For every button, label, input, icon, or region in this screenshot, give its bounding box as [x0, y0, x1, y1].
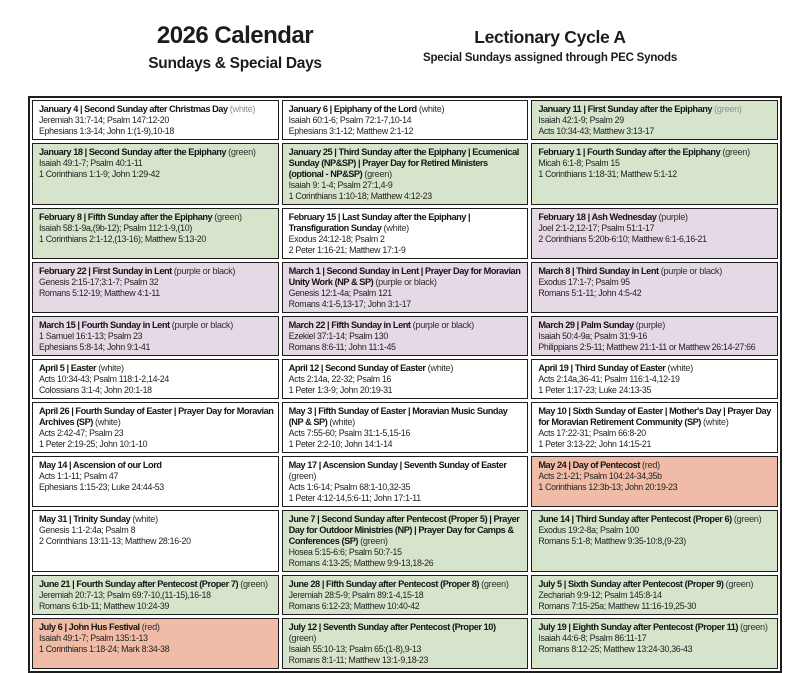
calendar-cell	[531, 143, 778, 205]
reading-line: Ephesians 1:3-14; John 1:(1-9),10-18	[39, 125, 174, 136]
reading-line: Isaiah 44:6-8; Psalm 86:11-17	[538, 633, 647, 643]
day-title: April 26 | Fourth Sunday of Easter | Prayer Day for Moravian Archives (SP) (white)	[39, 406, 274, 427]
liturgical-color-label: (green)	[725, 579, 754, 589]
calendar-cell	[282, 575, 529, 615]
day-title: February 1 | Fourth Sunday after the Epiphany (green)	[538, 147, 750, 157]
reading-line: Micah 6:1-8; Psalm 15	[538, 158, 620, 168]
page-header-left	[85, 22, 385, 73]
day-title: January 25 | Third Sunday after the Epiphany | Ecumenical Sunday (NP&SP) | Prayer Day for Retired Ministers (optional - NP&SP) (green)	[288, 147, 519, 179]
reading-line: Acts 2:1-21; Psalm 104:24-34,35b	[538, 471, 662, 481]
day-title: May 31 | Trinity Sunday (white)	[39, 514, 158, 524]
day-title: February 22 | First Sunday in Lent (purple or black)	[39, 266, 236, 276]
reading-line: Isaiah 42:1-9; Psalm 29	[538, 115, 624, 125]
reading-line: Isaiah 58:1-9a,(9b-12); Psalm 112:1-9,(10)	[39, 223, 192, 233]
day-title: January 6 | Epiphany of the Lord (white)	[288, 104, 445, 114]
reading-line: Jeremiah 28:5-9; Psalm 89:1-4,15-18	[288, 590, 424, 600]
liturgical-color-label: (purple)	[658, 212, 688, 222]
reading-line: Jeremiah 31:7-14; Psalm 147:12-20	[39, 115, 169, 125]
day-title: May 24 | Day of Pentecost (red)	[538, 460, 660, 470]
reading-line: Romans 8:12-25; Matthew 13:24-30,36-43	[538, 643, 693, 654]
liturgical-color-label: (white)	[329, 417, 355, 427]
day-title: March 22 | Fifth Sunday in Lent (purple or black)	[288, 320, 474, 330]
reading-line: 1 Corinthians 2:1-12,(13-16); Matthew 5:13-20	[39, 233, 206, 244]
day-title: February 18 | Ash Wednesday (purple)	[538, 212, 688, 222]
reading-line: Philippians 2:5-11; Matthew 21:1-11 or Matthew 26:14-27:66	[538, 341, 756, 352]
reading-line: Romans 5:1-11; John 4:5-42	[538, 287, 642, 298]
reading-line: Acts 10:34-43; Psalm 118:1-2,14-24	[39, 374, 169, 384]
reading-line: Zechariah 9:9-12; Psalm 145:8-14	[538, 590, 662, 600]
reading-line: 2 Corinthians 13:11-13; Matthew 28:16-20	[39, 535, 191, 546]
reading-line: Exodus 24:12-18; Psalm 2	[288, 234, 385, 244]
reading-line: Romans 5:1-8; Matthew 9:35-10:8,(9-23)	[538, 535, 686, 546]
calendar-cell	[32, 143, 279, 205]
day-title: July 6 | John Hus Festival (red)	[39, 622, 160, 632]
page-subtitle: Sundays & Special Days	[148, 55, 322, 72]
reading-line: Romans 6:12-23; Matthew 10:40-42	[288, 600, 420, 611]
reading-line: Colossians 3:1-4; John 20:1-18	[39, 384, 152, 395]
reading-line: 1 Peter 2:2-10; John 14:1-14	[288, 438, 393, 449]
calendar-cell	[282, 402, 529, 453]
liturgical-color-label: (white)	[98, 363, 124, 373]
liturgical-color-label: (white)	[667, 363, 693, 373]
reading-line: Acts 1:6-14; Psalm 68:1-10,32-35	[288, 482, 411, 492]
calendar-cell	[32, 262, 279, 313]
calendar-cell	[531, 100, 778, 140]
calendar-cell	[32, 359, 279, 399]
liturgical-color-label: (white)	[418, 104, 445, 114]
reading-line: Romans 7:15-25a; Matthew 11:16-19,25-30	[538, 600, 697, 611]
reading-line: Isaiah 49:1-7; Psalm 135:1-13	[39, 633, 148, 643]
liturgical-color-label: (purple or black)	[660, 266, 722, 276]
calendar-cell	[531, 402, 778, 453]
day-title: June 28 | Fifth Sunday after Pentecost (Proper 8) (green)	[288, 579, 509, 589]
day-title: March 1 | Second Sunday in Lent | Prayer Day for Moravian Unity Work (NP & SP) (purple or black)	[288, 266, 521, 287]
calendar-cell	[32, 100, 279, 140]
reading-line: Isaiah 60:1-6; Psalm 72:1-7,10-14	[288, 115, 412, 125]
calendar-cell	[531, 359, 778, 399]
reading-line: Romans 4:1-5,13-17; John 3:1-17	[288, 298, 411, 309]
reading-line: Isaiah 9: 1-4; Psalm 27:1,4-9	[288, 180, 393, 190]
liturgical-color-label: (white)	[132, 514, 158, 524]
day-title: May 3 | Fifth Sunday of Easter | Moravian Music Sunday (NP & SP) (white)	[288, 406, 508, 427]
calendar-cell	[32, 510, 279, 572]
calendar-cell	[531, 456, 778, 507]
calendar-cell	[32, 316, 279, 356]
calendar-cell	[282, 208, 529, 259]
reading-line: Romans 5:12-19; Matthew 4:1-11	[39, 287, 160, 298]
reading-line: 1 Samuel 16:1-13; Psalm 23	[39, 331, 143, 341]
day-title: January 4 | Second Sunday after Christmas Day (white)	[39, 104, 256, 114]
liturgical-color-label: (purple or black)	[412, 320, 474, 330]
reading-line: Isaiah 50:4-9a; Psalm 31:9-16	[538, 331, 647, 341]
liturgical-color-label: (red)	[141, 622, 160, 632]
calendar-cell	[531, 316, 778, 356]
reading-line: Genesis 2:15-17;3:1-7; Psalm 32	[39, 277, 159, 287]
day-title: March 8 | Third Sunday in Lent (purple or black)	[538, 266, 722, 276]
reading-line: 1 Corinthians 12:3b-13; John 20:19-23	[538, 481, 678, 492]
reading-line: Acts 2:14a,36-41; Psalm 116:1-4,12-19	[538, 374, 680, 384]
lectionary-cycle-title: Lectionary Cycle A	[474, 27, 626, 47]
calendar-cell	[531, 262, 778, 313]
reading-line: Acts 17:22-31; Psalm 66:8-20	[538, 428, 646, 438]
liturgical-color-label: (green)	[228, 147, 256, 157]
reading-line: Ephesians 3:1-12; Matthew 2:1-12	[288, 125, 414, 136]
day-title: February 15 | Last Sunday after the Epiphany | Transfiguration Sunday (white)	[288, 212, 471, 233]
reading-line: Romans 6:1b-11; Matthew 10:24-39	[39, 600, 170, 611]
calendar-cell	[282, 100, 529, 140]
reading-line: Ezekiel 37:1-14; Psalm 130	[288, 331, 388, 341]
reading-line: Jeremiah 20:7-13; Psalm 69:7-10,(11-15),16-18	[39, 590, 211, 600]
reading-line: Acts 7:55-60; Psalm 31:1-5,15-16	[288, 428, 411, 438]
calendar-cell	[531, 510, 778, 572]
liturgical-color-label: (green)	[722, 147, 750, 157]
reading-line: 1 Peter 2:19-25; John 10:1-10	[39, 438, 148, 449]
reading-line: Acts 2:14a, 22-32; Psalm 16	[288, 374, 392, 384]
liturgical-color-label: (green)	[364, 169, 392, 179]
day-title: June 21 | Fourth Sunday after Pentecost (Proper 7) (green)	[39, 579, 268, 589]
day-title: January 11 | First Sunday after the Epiphany (green)	[538, 104, 742, 114]
liturgical-color-label: (green)	[714, 104, 742, 114]
reading-line: Exodus 17:1-7; Psalm 95	[538, 277, 630, 287]
day-title: February 8 | Fifth Sunday after the Epiphany (green)	[39, 212, 242, 222]
reading-line: Hosea 5:15-6:6; Psalm 50:7-15	[288, 547, 402, 557]
liturgical-color-label: (red)	[642, 460, 660, 470]
calendar-cell	[32, 575, 279, 615]
day-title: March 29 | Palm Sunday (purple)	[538, 320, 665, 330]
liturgical-color-label: (white)	[427, 363, 454, 373]
calendar-cell	[282, 262, 529, 313]
calendar-cell	[32, 402, 279, 453]
reading-line: 1 Peter 1:17-23; Luke 24:13-35	[538, 384, 652, 395]
day-title: May 17 | Ascension Sunday | Seventh Sunday of Easter (green)	[288, 460, 507, 481]
reading-line: Joel 2:1-2,12-17; Psalm 51:1-17	[538, 223, 655, 233]
liturgical-color-label: (green)	[481, 579, 509, 589]
calendar-cell	[282, 143, 529, 205]
liturgical-color-label: (green)	[360, 536, 388, 546]
reading-line: 2 Corinthians 5:20b-6:10; Matthew 6:1-6,16-21	[538, 233, 707, 244]
calendar-cell	[32, 456, 279, 507]
reading-line: Isaiah 55:10-13; Psalm 65:(1-8),9-13	[288, 644, 422, 654]
liturgical-color-label: (green)	[214, 212, 242, 222]
reading-line: 1 Peter 4:12-14,5:6-11; John 17:1-11	[288, 492, 421, 503]
day-title: May 10 | Sixth Sunday of Easter | Mother's Day | Prayer Day for Moravian Retirement Community (SP) (white)	[538, 406, 771, 427]
page-title: 2026 Calendar	[156, 22, 314, 49]
reading-line: Isaiah 49:1-7; Psalm 40:1-11	[39, 158, 143, 168]
lectionary-cycle-note: Special Sundays assigned through PEC Synods	[422, 52, 678, 64]
reading-line: 1 Corinthians 1:10-18; Matthew 4:12-23	[288, 190, 432, 201]
calendar-cell	[282, 316, 529, 356]
reading-line: Ephesians 5:8-14; John 9:1-41	[39, 341, 151, 352]
reading-line: Romans 4:13-25; Matthew 9:9-13,18-26	[288, 557, 434, 568]
liturgical-color-label: (white)	[229, 104, 256, 114]
reading-line: 1 Corinthians 1:1-9; John 1:29-42	[39, 168, 160, 179]
day-title: June 14 | Third Sunday after Pentecost (Proper 6) (green)	[538, 514, 762, 524]
calendar-cell	[282, 510, 529, 572]
day-title: April 19 | Third Sunday of Easter (white)	[538, 363, 693, 373]
reading-line: Acts 10:34-43; Matthew 3:13-17	[538, 125, 655, 136]
liturgical-color-label: (purple or black)	[375, 277, 437, 287]
liturgical-color-label: (white)	[703, 417, 729, 427]
reading-line: Romans 8:1-11; Matthew 13:1-9,18-23	[288, 654, 429, 665]
day-title: April 12 | Second Sunday of Easter (white)	[288, 363, 454, 373]
liturgical-color-label: (purple or black)	[173, 266, 236, 276]
reading-line: 1 Corinthians 1:18-31; Matthew 5:1-12	[538, 168, 677, 179]
liturgical-color-label: (purple)	[635, 320, 665, 330]
day-title: July 19 | Eighth Sunday after Pentecost (Proper 11) (green)	[538, 622, 768, 632]
reading-line: Genesis 1:1-2:4a; Psalm 8	[39, 525, 136, 535]
calendar-grid	[28, 96, 782, 673]
day-title: January 18 | Second Sunday after the Epiphany (green)	[39, 147, 256, 157]
reading-line: Acts 1:1-11; Psalm 47	[39, 471, 119, 481]
calendar-cell	[531, 575, 778, 615]
day-title: July 12 | Seventh Sunday after Pentecost (Proper 10) (green)	[288, 622, 496, 643]
calendar-cell	[32, 208, 279, 259]
day-title: April 5 | Easter (white)	[39, 363, 124, 373]
reading-line: 1 Peter 1:3-9; John 20:19-31	[288, 384, 393, 395]
reading-line: Acts 2:42-47; Psalm 23	[39, 428, 124, 438]
reading-line: 1 Peter 3:13-22; John 14:15-21	[538, 438, 652, 449]
liturgical-color-label: (green)	[288, 471, 317, 481]
day-title: July 5 | Sixth Sunday after Pentecost (Proper 9) (green)	[538, 579, 754, 589]
day-title: June 7 | Second Sunday after Pentecost (Proper 5) | Prayer Day for Outdoor Ministries (NP) | Prayer Day for Camps & Conferences (SP) (green)	[288, 514, 520, 546]
liturgical-color-label: (purple or black)	[171, 320, 233, 330]
reading-line: Ephesians 1:15-23; Luke 24:44-53	[39, 481, 164, 492]
calendar-cell	[531, 208, 778, 259]
reading-line: Exodus 19:2-8a; Psalm 100	[538, 525, 639, 535]
day-title: March 15 | Fourth Sunday in Lent (purple or black)	[39, 320, 233, 330]
day-title: May 14 | Ascension of our Lord	[39, 460, 162, 470]
liturgical-color-label: (green)	[288, 633, 317, 643]
liturgical-color-label: (green)	[733, 514, 762, 524]
calendar-cell	[282, 359, 529, 399]
page-header-right	[395, 27, 705, 64]
reading-line: 1 Corinthians 1:18-24; Mark 8:34-38	[39, 643, 170, 654]
liturgical-color-label: (green)	[240, 579, 268, 589]
reading-line: 2 Peter 1:16-21; Matthew 17:1-9	[288, 244, 406, 255]
reading-line: Romans 8:6-11; John 11:1-45	[288, 341, 396, 352]
liturgical-color-label: (white)	[383, 223, 409, 233]
reading-line: Genesis 12:1-4a; Psalm 121	[288, 288, 392, 298]
calendar-cell	[282, 456, 529, 507]
liturgical-color-label: (white)	[95, 417, 121, 427]
liturgical-color-label: (green)	[740, 622, 768, 632]
